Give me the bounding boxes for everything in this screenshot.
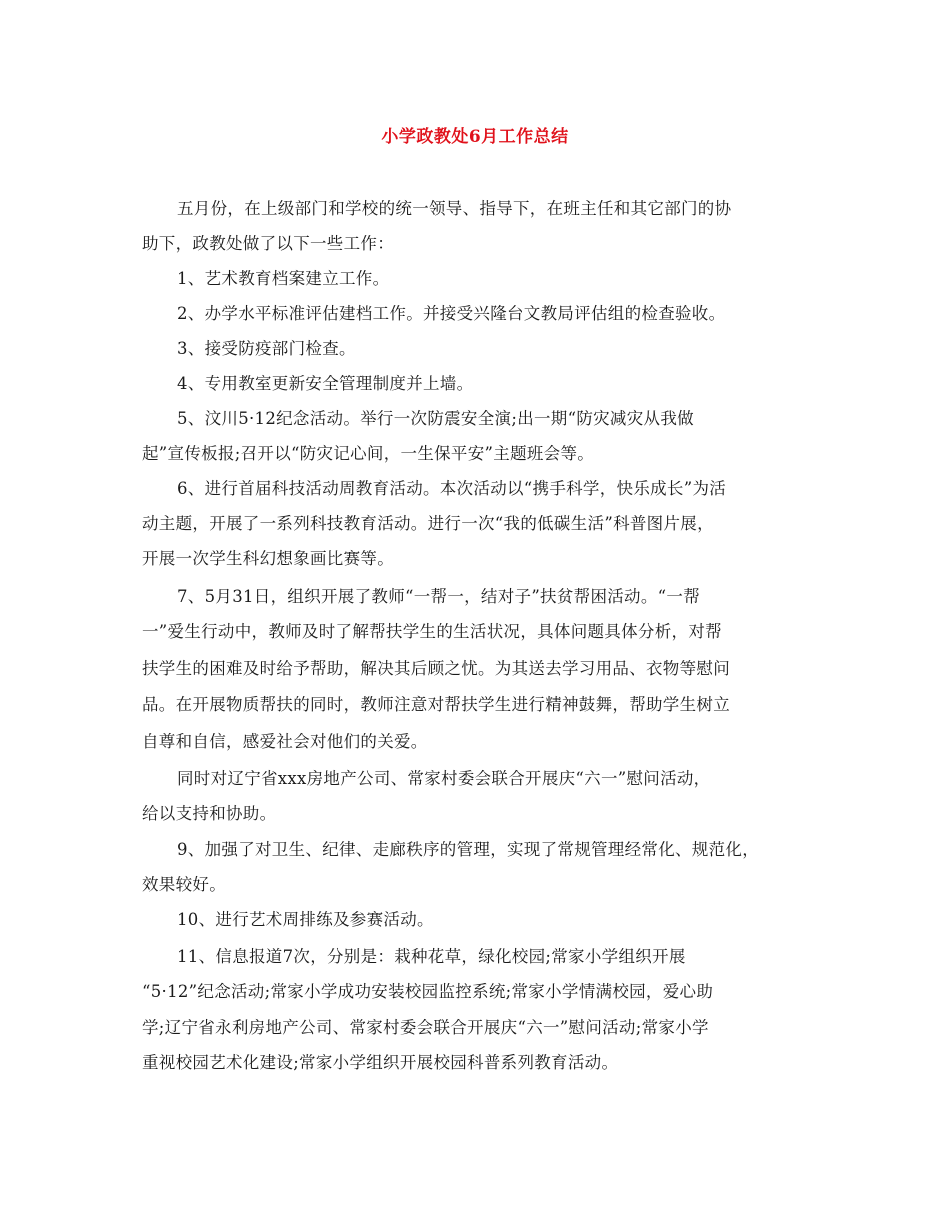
body-line: 7、5月31日，组织开展了教师“一帮一，结对子”扶贫帮困活动。“一帮 [177, 587, 700, 606]
body-line: 品。在开展物质帮扶的同时，教师注意对帮扶学生进行精神鼓舞，帮助学生树立 [142, 695, 730, 714]
body-line: 同时对辽宁省xxx房地产公司、常家村委会联合开展庆“六一”慰问活动， [177, 769, 711, 788]
body-line: 自尊和自信，感爱社会对他们的关爱。 [142, 732, 428, 751]
body-line: 扶学生的困难及时给予帮助，解决其后顾之忧。为其送去学习用品、衣物等慰问 [142, 659, 730, 678]
body-line: 11、信息报道7次，分别是：栽种花草，绿化校园;常家小学组织开展 [177, 947, 686, 966]
body-line: 动主题，开展了一系列科技教育活动。进行一次“我的低碳生活”科普图片展， [142, 514, 714, 533]
body-line: 重视校园艺术化建设;常家小学组织开展校园科普系列教育活动。 [142, 1053, 619, 1072]
body-line: 给以支持和协助。 [142, 804, 277, 823]
body-line: 一”爱生行动中，教师及时了解帮扶学生的生活状况，具体问题具体分析，对帮 [142, 622, 722, 641]
body-line: 2、办学水平标准评估建档工作。并接受兴隆台文教局评估组的检查验收。 [177, 304, 726, 323]
body-line: 效果较好。 [142, 875, 226, 894]
body-line: 1、艺术教育档案建立工作。 [177, 269, 390, 288]
body-line: 10、进行艺术周排练及参赛活动。 [177, 910, 434, 929]
body-line: 五月份，在上级部门和学校的统一领导、指导下，在班主任和其它部门的协 [177, 199, 732, 218]
body-line: 起”宣传板报;召开以“防灾记心间，一生保平安”主题班会等。 [142, 444, 595, 463]
body-line: “5·12”纪念活动;常家小学成功安装校园监控系统;常家小学情满校园，爱心助 [142, 982, 714, 1001]
body-line: 3、接受防疫部门检查。 [177, 339, 356, 358]
body-line: 6、进行首届科技活动周教育活动。本次活动以“携手科学，快乐成长”为活 [177, 479, 727, 498]
body-line: 学;辽宁省永利房地产公司、常家村委会联合开展庆“六一”慰问活动;常家小学 [142, 1018, 709, 1037]
body-line: 5、汶川5·12纪念活动。举行一次防震安全演;出一期“防灾减灾从我做 [177, 409, 694, 428]
body-line: 9、加强了对卫生、纪律、走廊秩序的管理，实现了常规管理经常化、规范化， [177, 840, 759, 859]
body-line: 4、专用教室更新安全管理制度并上墙。 [177, 374, 474, 393]
body-line: 开展一次学生科幻想象画比赛等。 [142, 549, 394, 568]
body-line: 助下，政教处做了以下一些工作： [142, 234, 394, 253]
document-title: 小学政教处6月工作总结 [381, 127, 569, 147]
